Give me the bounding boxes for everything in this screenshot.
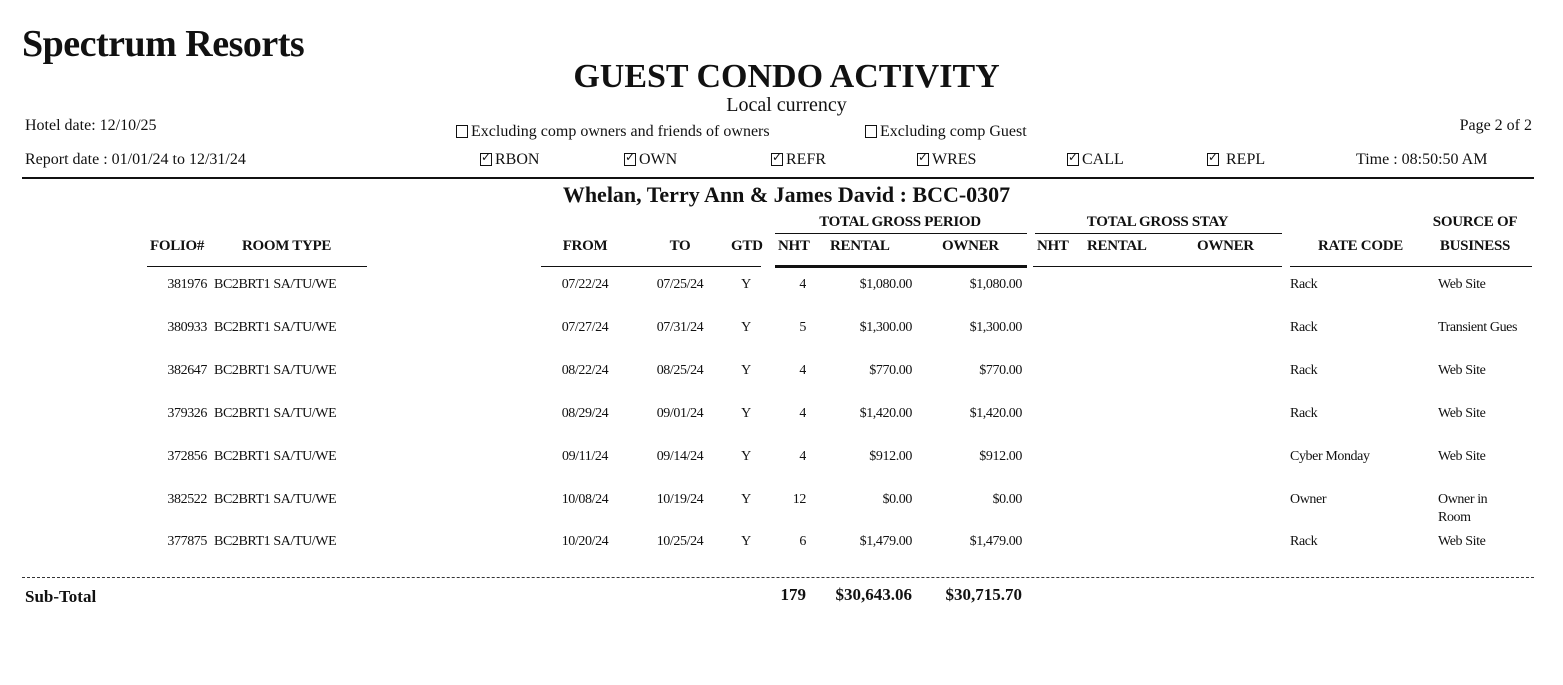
header-from: FROM <box>562 238 608 254</box>
header-room-type: ROOM TYPE <box>242 238 332 254</box>
cell-owner: $1,479.00 <box>969 534 1022 549</box>
cell-room-type: BC2BRT1 SA/TU/WE <box>214 363 337 378</box>
cell-nht: 4 <box>799 449 806 464</box>
cell-source: Web Site <box>1438 449 1486 464</box>
guest-name: Whelan, Terry Ann & James David : BCC-0307 <box>562 182 1011 207</box>
subtotal-label: Sub-Total <box>25 587 97 606</box>
cell-rate-code: Rack <box>1290 320 1318 335</box>
cell-from: 10/20/24 <box>561 534 609 549</box>
header-nht: NHT <box>778 238 810 254</box>
cell-rental: $770.00 <box>869 363 912 378</box>
cell-room-type: BC2BRT1 SA/TU/WE <box>214 406 337 421</box>
code-label: REFR <box>786 151 827 168</box>
header-rental: RENTAL <box>830 238 890 254</box>
checkbox-checked-icon <box>917 153 929 166</box>
report-date: Report date : 01/01/24 to 12/31/24 <box>25 151 246 168</box>
cell-rate-code: Cyber Monday <box>1290 449 1370 464</box>
header-folio: FOLIO# <box>150 238 205 254</box>
cell-to: 09/14/24 <box>656 449 704 464</box>
cell-room-type: BC2BRT1 SA/TU/WE <box>214 534 337 549</box>
filter-exclude-comp-guest <box>865 123 1027 141</box>
rate-source-underline <box>1290 266 1532 267</box>
cell-room-type: BC2BRT1 SA/TU/WE <box>214 449 337 464</box>
cell-gtd: Y <box>741 406 751 421</box>
cell-rental: $1,300.00 <box>859 320 912 335</box>
cell-rate-code: Rack <box>1290 363 1318 378</box>
company-name: Spectrum Resorts <box>22 23 305 65</box>
filter-exclude-comp-owners <box>456 123 770 141</box>
cell-source: Web Site <box>1438 406 1486 421</box>
checkbox-checked-icon <box>480 153 492 166</box>
cell-folio: 379326 <box>167 406 207 421</box>
header-divider <box>22 177 1534 179</box>
cell-room-type: BC2BRT1 SA/TU/WE <box>214 492 337 507</box>
cell-owner: $1,300.00 <box>969 320 1022 335</box>
cell-owner: $1,420.00 <box>969 406 1022 421</box>
period-columns-underline <box>775 265 1027 268</box>
cell-gtd: Y <box>741 363 751 378</box>
currency-label: Local currency <box>726 94 847 116</box>
cell-to: 07/25/24 <box>656 277 704 292</box>
subtotal-nht: 179 <box>780 585 806 604</box>
cell-nht: 5 <box>799 320 806 335</box>
header-stay-rental: RENTAL <box>1087 238 1147 254</box>
cell-folio: 377875 <box>167 534 207 549</box>
cell-nht: 6 <box>799 534 806 549</box>
cell-nht: 4 <box>799 277 806 292</box>
cell-rental: $0.00 <box>882 492 912 507</box>
code-label: CALL <box>1082 151 1124 168</box>
cell-source: Web Site <box>1438 277 1486 292</box>
filter-label: Excluding comp Guest <box>880 123 1027 140</box>
checkbox-icon <box>456 125 468 138</box>
report-time: Time : 08:50:50 AM <box>1356 151 1488 168</box>
cell-rental: $1,080.00 <box>859 277 912 292</box>
cell-gtd: Y <box>741 534 751 549</box>
cell-source: Web Site <box>1438 534 1486 549</box>
code-label: RBON <box>495 151 540 168</box>
checkbox-icon <box>865 125 877 138</box>
cell-to: 09/01/24 <box>656 406 704 421</box>
group-header-period: TOTAL GROSS PERIOD <box>819 214 981 230</box>
cell-source-line2: Room <box>1438 510 1471 525</box>
cell-rental: $1,479.00 <box>859 534 912 549</box>
cell-source: Transient Gues <box>1438 320 1518 335</box>
header-rate-code: RATE CODE <box>1318 238 1403 254</box>
stay-columns-underline <box>1033 266 1282 267</box>
header-stay-nht: NHT <box>1037 238 1069 254</box>
cell-from: 07/27/24 <box>561 320 609 335</box>
cell-nht: 4 <box>799 406 806 421</box>
page-number: Page 2 of 2 <box>1459 117 1532 134</box>
cell-rate-code: Rack <box>1290 406 1318 421</box>
cell-rental: $912.00 <box>869 449 912 464</box>
subtotal-rental: $30,643.06 <box>835 585 912 604</box>
code-label: OWN <box>639 151 678 168</box>
header-owner: OWNER <box>942 238 999 254</box>
cell-to: 10/19/24 <box>656 492 704 507</box>
filter-label: Excluding comp owners and friends of owners <box>471 123 770 140</box>
cell-folio: 382522 <box>167 492 207 507</box>
group-header-stay: TOTAL GROSS STAY <box>1086 214 1229 230</box>
cell-source: Owner in <box>1438 492 1488 507</box>
cell-gtd: Y <box>741 320 751 335</box>
dates-underline <box>541 266 761 267</box>
stay-underline <box>1035 233 1282 234</box>
subtotal-divider <box>22 577 1534 578</box>
folio-room-underline <box>147 266 367 267</box>
cell-from: 08/22/24 <box>561 363 609 378</box>
cell-gtd: Y <box>741 449 751 464</box>
cell-folio: 381976 <box>167 277 207 292</box>
cell-to: 08/25/24 <box>656 363 704 378</box>
cell-gtd: Y <box>741 492 751 507</box>
cell-room-type: BC2BRT1 SA/TU/WE <box>214 320 337 335</box>
period-underline <box>775 233 1027 234</box>
subtotal-owner: $30,715.70 <box>945 585 1022 604</box>
report-title: GUEST CONDO ACTIVITY <box>573 58 1000 95</box>
cell-folio: 380933 <box>167 320 207 335</box>
cell-owner: $1,080.00 <box>969 277 1022 292</box>
cell-source: Web Site <box>1438 363 1486 378</box>
cell-gtd: Y <box>741 277 751 292</box>
header-source-line2: BUSINESS <box>1439 238 1511 254</box>
code-own <box>624 151 677 169</box>
code-repl <box>1207 151 1265 169</box>
code-call <box>1067 151 1124 169</box>
cell-rental: $1,420.00 <box>859 406 912 421</box>
code-label: REPL <box>1222 151 1266 168</box>
cell-room-type: BC2BRT1 SA/TU/WE <box>214 277 337 292</box>
cell-owner: $770.00 <box>979 363 1022 378</box>
cell-from: 08/29/24 <box>561 406 609 421</box>
cell-folio: 372856 <box>167 449 207 464</box>
code-label: WRES <box>932 151 977 168</box>
cell-to: 07/31/24 <box>656 320 704 335</box>
code-refr <box>771 151 826 169</box>
header-gtd: GTD <box>731 238 763 254</box>
checkbox-checked-icon <box>624 153 636 166</box>
header-stay-owner: OWNER <box>1197 238 1254 254</box>
hotel-date: Hotel date: 12/10/25 <box>25 117 157 134</box>
cell-rate-code: Owner <box>1290 492 1327 507</box>
checkbox-checked-icon <box>1067 153 1079 166</box>
cell-owner: $912.00 <box>979 449 1022 464</box>
cell-from: 09/11/24 <box>561 449 609 464</box>
cell-owner: $0.00 <box>992 492 1022 507</box>
cell-nht: 4 <box>799 363 806 378</box>
header-to: TO <box>669 238 691 254</box>
cell-folio: 382647 <box>167 363 207 378</box>
cell-rate-code: Rack <box>1290 534 1318 549</box>
cell-rate-code: Rack <box>1290 277 1318 292</box>
cell-to: 10/25/24 <box>656 534 704 549</box>
code-wres <box>917 151 976 169</box>
cell-from: 10/08/24 <box>561 492 609 507</box>
checkbox-checked-icon <box>771 153 783 166</box>
header-source-line1: SOURCE OF <box>1432 214 1518 230</box>
cell-from: 07/22/24 <box>561 277 609 292</box>
code-rbon <box>480 151 539 169</box>
checkbox-checked-icon <box>1207 153 1219 166</box>
cell-nht: 12 <box>792 492 806 507</box>
